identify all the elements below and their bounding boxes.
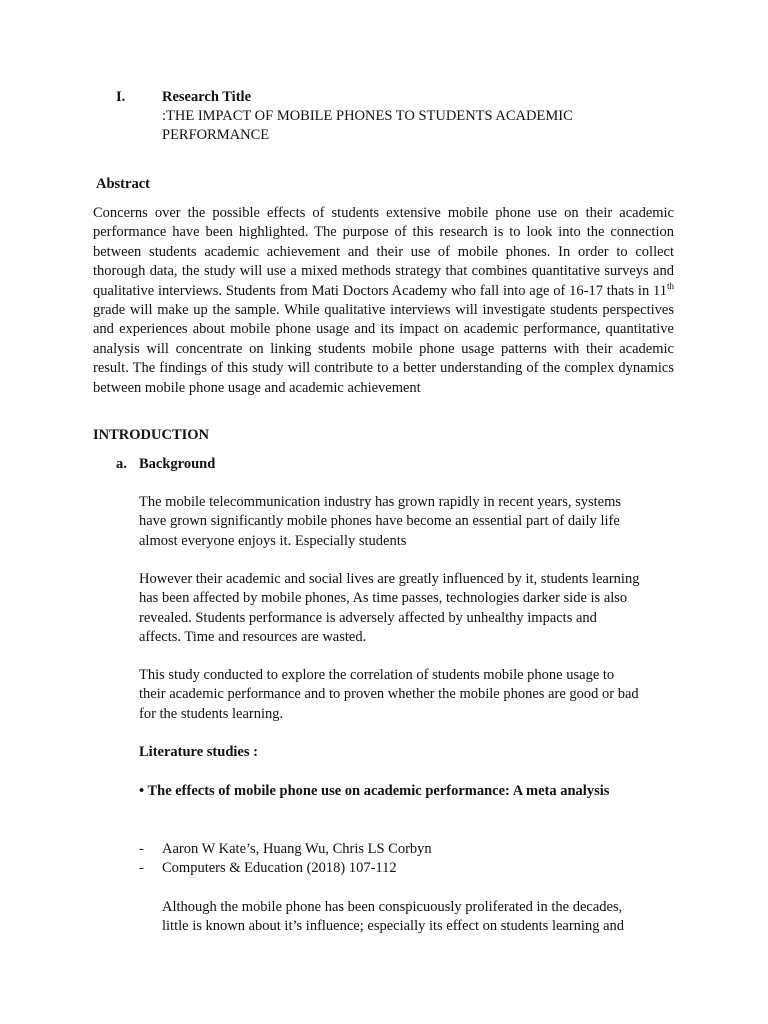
paragraph-line: have grown significantly mobile phones have become an essential part of daily life <box>139 513 620 530</box>
paragraph-line: revealed. Students performance is adversely affected by unhealthy impacts and <box>139 609 597 626</box>
background-heading: Background <box>139 456 216 472</box>
literature-source: Computers & Education (2018) 107-112 <box>162 860 397 876</box>
abstract-heading: Abstract <box>96 176 150 192</box>
paragraph-line: affects. Time and resources are wasted. <box>139 629 367 646</box>
paragraph-line: The mobile telecommunication industry has grown rapidly in recent years, systems <box>139 494 622 510</box>
paragraph-line: However their academic and social lives are greatly influenced by it, students learning <box>139 571 640 587</box>
paragraph-line: almost everyone enjoys it. Especially students <box>139 532 407 549</box>
abstract-superscript: th <box>666 280 674 291</box>
research-title-label: Research Title <box>162 89 252 105</box>
paragraph-line: their academic performance and to proven whether the mobile phones are good or bad <box>139 686 639 703</box>
paragraph-line: Although the mobile phone has been conspicuously proliferated in the decades, <box>162 899 623 915</box>
section-numeral: I. <box>116 89 126 105</box>
paragraph-line: This study conducted to explore the correlation of students mobile phone usage to <box>139 667 615 683</box>
background-paragraph-2 <box>139 570 639 648</box>
paragraph-line: for the students learning. <box>139 705 284 722</box>
background-marker: a. <box>116 456 127 472</box>
bullet-icon: • <box>139 783 145 799</box>
literature-summary <box>162 898 624 937</box>
research-title-line-2: PERFORMANCE <box>162 127 270 143</box>
literature-item-title: The effects of mobile phone use on academic performance: A meta analysis <box>147 783 610 799</box>
background-paragraph-1 <box>139 493 621 551</box>
abstract-text-2: grade will make up the sample. While qualitative interviews will investigate students perspectives and experiences about mobile phone usage and its impact on academic performance, quantitative analysis will concentrate on linking students mobile phone usage patterns with their academic result. The findings of this study will contribute to a better understanding of the complex dynamics between mobile phone usage and academic achievement <box>93 302 674 396</box>
paragraph-line: has been affected by mobile phones, As time passes, technologies darker side is also <box>139 590 628 607</box>
abstract-paragraph <box>93 204 674 398</box>
background-paragraph-3 <box>139 666 639 724</box>
introduction-heading: INTRODUCTION <box>93 427 210 443</box>
research-title-line-1: :THE IMPACT OF MOBILE PHONES TO STUDENTS ACADEMIC <box>162 108 573 124</box>
literature-authors: Aaron W Kate’s, Huang Wu, Chris LS Corbyn <box>162 841 432 857</box>
literature-item <box>139 782 609 801</box>
dash-marker: - <box>139 841 144 857</box>
literature-heading: Literature studies : <box>139 744 258 760</box>
abstract-text-1: Concerns over the possible effects of students extensive mobile phone use on their academic performance have been highlighted. The purpose of this research is to look into the connection between students academic achievement and their use of mobile phones. In order to collect thorough data, the study will use a mixed methods strategy that combines quantitative surveys and qualitative interviews. Students from Mati Doctors Academy who fall into age of 16-17 thats in 11 <box>93 205 674 299</box>
paragraph-line: little is known about it’s influence; especially its effect on students learning and <box>162 918 625 935</box>
dash-marker: - <box>139 860 144 876</box>
